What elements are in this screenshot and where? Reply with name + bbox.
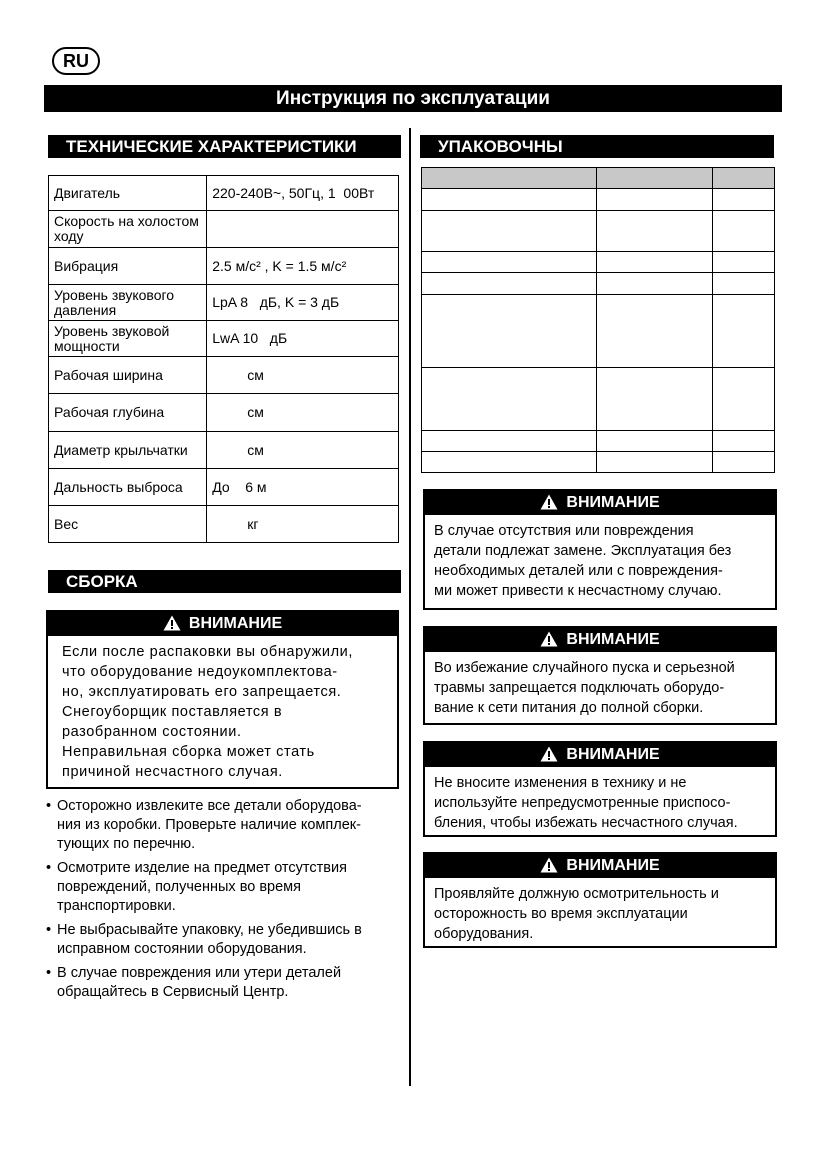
warning-line: Неправильная сборка может стать <box>62 744 315 760</box>
table-row <box>422 452 775 473</box>
table-row <box>422 368 775 431</box>
spec-value: LpA 8 дБ, K = 3 дБ <box>207 285 399 321</box>
specs-section-title: ТЕХНИЧЕСКИЕ ХАРАКТЕРИСТИКИ <box>48 135 401 158</box>
warning-line: но, эксплуатировать его запрещается. <box>62 684 342 700</box>
table-row <box>422 273 775 295</box>
packing-header-row <box>422 168 775 189</box>
bullet-line: тующих по перечню. <box>57 836 196 852</box>
spec-label: Дальность выброса <box>49 469 207 506</box>
spec-row <box>49 248 399 285</box>
spec-row <box>49 321 399 357</box>
table-cell <box>713 189 775 211</box>
table-cell <box>596 452 713 473</box>
assembly-section-title: СБОРКА <box>48 570 401 593</box>
warning-line: В случае отсутствия или повреждения <box>434 523 694 539</box>
language-badge: RU <box>52 47 100 75</box>
warning-line: детали подлежат замене. Эксплуатация без <box>434 543 732 559</box>
spec-value: кг <box>207 506 399 543</box>
table-cell <box>422 168 597 189</box>
warning-box-modifications <box>423 741 777 837</box>
spec-label: Скорость на холостом ходу <box>49 211 207 248</box>
table-cell <box>596 189 713 211</box>
warning-icon <box>540 494 558 510</box>
spec-value: 220-240В~, 50Гц, 1 00Вт <box>207 176 399 211</box>
warning-line: оборудования. <box>434 926 534 942</box>
warning-label: ВНИМАНИЕ <box>566 746 660 763</box>
warning-header <box>425 854 775 878</box>
warning-header <box>425 491 775 515</box>
table-cell <box>422 431 597 452</box>
assembly-bullet-list <box>46 797 406 1007</box>
bullet-line: Не выбрасывайте упаковку, не убедившись в <box>57 922 362 938</box>
table-cell <box>596 431 713 452</box>
table-cell <box>596 273 713 295</box>
bullet-line: обращайтесь в Сервисный Центр. <box>57 984 289 1000</box>
table-cell <box>713 452 775 473</box>
warning-box-missing-parts <box>423 489 777 610</box>
column-divider <box>409 128 411 1086</box>
bullet-line: В случае повреждения или утери деталей <box>57 965 342 981</box>
table-row <box>422 189 775 211</box>
warning-icon <box>540 746 558 762</box>
spec-label: Вибрация <box>49 248 207 285</box>
warning-line: травмы запрещается подключать оборудо- <box>434 680 725 696</box>
table-cell <box>422 211 597 252</box>
list-item: • Осмотрите изделие на предмет отсутствия повреждений, полученных во время транспортировки. <box>46 859 406 916</box>
warning-line: что оборудование недоукомплектова- <box>62 664 338 680</box>
spec-value: До 6 м <box>207 469 399 506</box>
spec-value: см <box>207 394 399 432</box>
specs-table <box>48 175 399 543</box>
table-cell <box>422 295 597 368</box>
table-row <box>422 252 775 273</box>
list-item: • В случае повреждения или утери деталей обращайтесь в Сервисный Центр. <box>46 964 406 1002</box>
table-cell <box>713 252 775 273</box>
table-cell <box>596 252 713 273</box>
table-cell <box>713 273 775 295</box>
spec-row <box>49 285 399 321</box>
spec-value <box>207 211 399 248</box>
spec-label: Рабочая глубина <box>49 394 207 432</box>
table-cell <box>713 431 775 452</box>
warning-icon <box>163 615 181 631</box>
table-cell <box>596 368 713 431</box>
spec-row <box>49 176 399 211</box>
spec-label: Вес <box>49 506 207 543</box>
list-item: • Осторожно извлеките все детали оборудова- ния из коробки. Проверьте наличие комплек- тующих по перечню. <box>46 797 406 854</box>
warning-line: осторожность во время эксплуатации <box>434 906 688 922</box>
table-cell <box>422 368 597 431</box>
warning-header <box>425 628 775 652</box>
warning-text <box>48 636 397 788</box>
spec-row <box>49 469 399 506</box>
bullet-line: Осмотрите изделие на предмет отсутствия <box>57 860 347 876</box>
table-row <box>422 295 775 368</box>
warning-header <box>425 743 775 767</box>
warning-line: необходимых деталей или с повреждения- <box>434 563 723 579</box>
warning-icon <box>540 631 558 647</box>
table-cell <box>713 368 775 431</box>
table-row <box>422 431 775 452</box>
table-cell <box>422 189 597 211</box>
table-cell <box>713 295 775 368</box>
warning-line: причиной несчастного случая. <box>62 764 283 780</box>
spec-row <box>49 394 399 432</box>
spec-label: Диаметр крыльчатки <box>49 432 207 469</box>
spec-row <box>49 506 399 543</box>
warning-line: бления, чтобы избежать несчастного случая. <box>434 815 738 831</box>
spec-label: Двигатель <box>49 176 207 211</box>
packing-table <box>421 167 775 473</box>
warning-line: Во избежание случайного пуска и серьезной <box>434 660 735 676</box>
table-cell <box>422 252 597 273</box>
table-cell <box>422 452 597 473</box>
warning-header <box>48 612 397 636</box>
spec-value: 2.5 м/с² , K = 1.5 м/с² <box>207 248 399 285</box>
warning-box-power <box>423 626 777 725</box>
warning-line: разобранном состоянии. <box>62 724 242 740</box>
warning-text <box>425 878 775 950</box>
spec-row <box>49 432 399 469</box>
page-title: Инструкция по эксплуатации <box>44 85 782 112</box>
warning-line: используйте непредусмотренные приспосо- <box>434 795 731 811</box>
warning-text <box>425 767 775 839</box>
packing-section-title: УПАКОВОЧНЫ <box>420 135 774 158</box>
spec-label: Уровень звуковой мощности <box>49 321 207 357</box>
table-cell <box>713 211 775 252</box>
spec-row <box>49 357 399 394</box>
bullet-line: ния из коробки. Проверьте наличие комплек- <box>57 817 361 833</box>
warning-line: вание к сети питания до полной сборки. <box>434 700 704 716</box>
warning-line: Проявляйте должную осмотрительность и <box>434 886 719 902</box>
table-cell <box>596 168 713 189</box>
warning-line: ми может привести к несчастному случаю. <box>434 583 722 599</box>
spec-value: LwA 10 дБ <box>207 321 399 357</box>
bullet-line: повреждений, полученных во время <box>57 879 302 895</box>
list-item: • Не выбрасывайте упаковку, не убедившись в исправном состоянии оборудования. <box>46 921 406 959</box>
table-cell <box>422 273 597 295</box>
warning-label: ВНИМАНИЕ <box>566 631 660 648</box>
warning-icon <box>540 857 558 873</box>
warning-line: Если после распаковки вы обнаружили, <box>62 644 354 660</box>
bullet-line: исправном состоянии оборудования. <box>57 941 307 957</box>
table-row <box>422 211 775 252</box>
table-cell <box>596 211 713 252</box>
table-cell <box>596 295 713 368</box>
bullet-line: транспортировки. <box>57 898 176 914</box>
warning-text <box>425 515 775 607</box>
spec-label: Рабочая ширина <box>49 357 207 394</box>
spec-row <box>49 211 399 248</box>
bullet-line: Осторожно извлеките все детали оборудова- <box>57 798 362 814</box>
warning-label: ВНИМАНИЕ <box>188 615 283 632</box>
warning-box-caution <box>423 852 777 948</box>
spec-value: см <box>207 357 399 394</box>
spec-value: см <box>207 432 399 469</box>
warning-label: ВНИМАНИЕ <box>566 494 660 511</box>
warning-line: Снегоуборщик поставляется в <box>62 704 283 720</box>
warning-text <box>425 652 775 724</box>
assembly-warning-box <box>46 610 399 789</box>
warning-label: ВНИМАНИЕ <box>566 857 660 874</box>
warning-line: Не вносите изменения в технику и не <box>434 775 687 791</box>
table-cell <box>713 168 775 189</box>
spec-label: Уровень звукового давления <box>49 285 207 321</box>
